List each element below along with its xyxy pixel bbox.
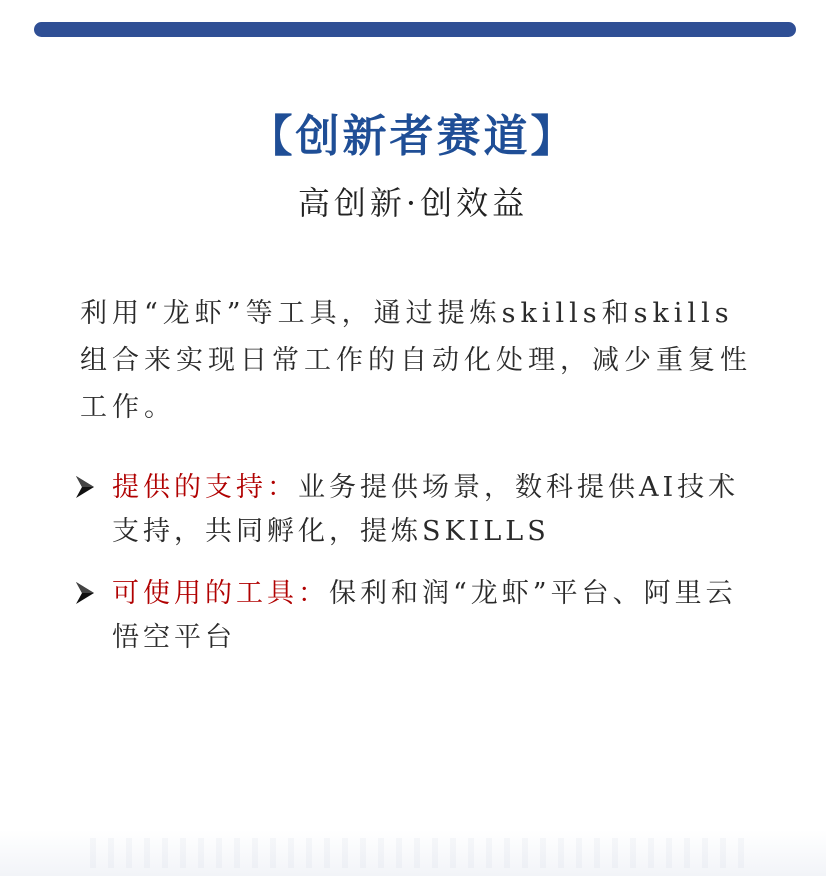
bullet-tools-text	[112, 572, 764, 660]
page-title: 【创新者赛道】	[248, 111, 578, 162]
page-subtitle: 高创新·创效益	[297, 184, 529, 222]
arrow-bullet-icon	[74, 474, 96, 500]
bullet-support-label: 提供的支持：	[112, 472, 298, 503]
arrow-bullet-icon	[74, 580, 96, 606]
top-accent-bar	[34, 22, 796, 37]
bullet-support-text	[112, 466, 764, 554]
intro-paragraph: 利用“龙虾”等工具，通过提炼skills和skills组合来实现日常工作的自动化处理，减少重复性工作。	[80, 298, 752, 423]
bullet-tools-label: 可使用的工具：	[112, 578, 329, 609]
bullet-support-body: 业务提供场景，数科提供AI技术支持，共同孵化，提炼SKILLS	[112, 472, 740, 547]
bullet-tools-body: 保利和润“龙虾”平台、阿里云悟空平台	[112, 578, 737, 653]
bullet-tools	[74, 572, 764, 660]
bullet-support	[74, 466, 764, 554]
bottom-decorative-pattern	[90, 838, 750, 868]
